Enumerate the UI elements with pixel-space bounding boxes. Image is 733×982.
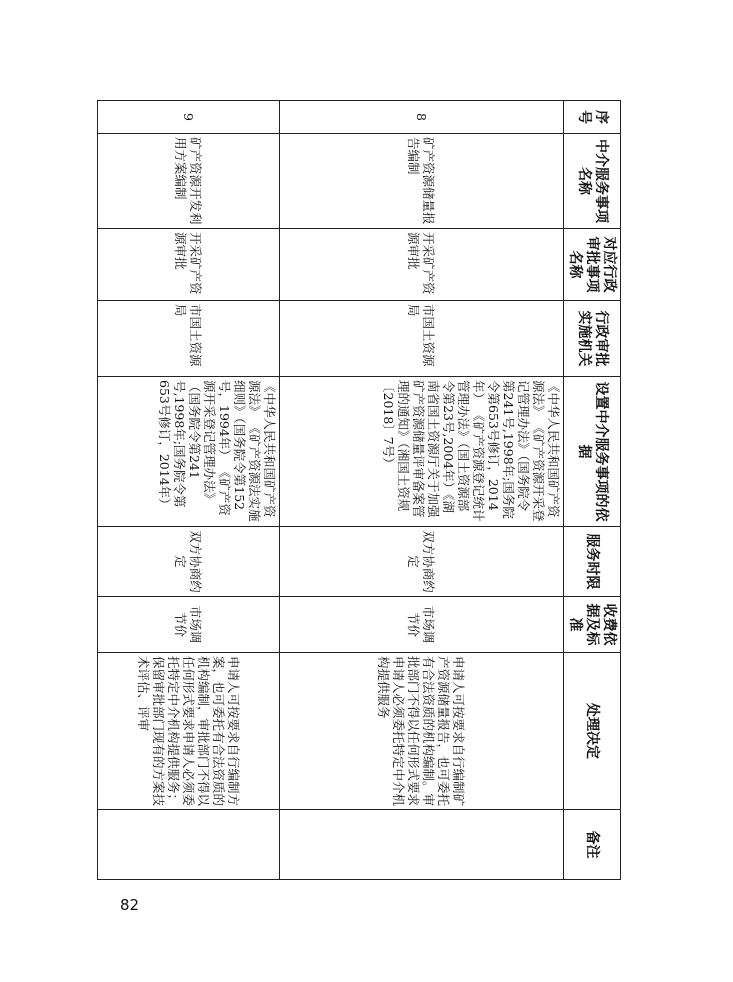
cell-seq: 9 — [98, 101, 280, 134]
cell-approval-item: 开采矿产资源审批 — [280, 229, 564, 301]
cell-fee-basis: 市场调节价 — [98, 597, 280, 653]
header-time-limit: 服务时限 — [564, 527, 621, 597]
cell-decision: 申请人可按要求自行编制方案，也可委托有合法资质的机构编制，审批部门不得以任何形式要求申请人必须委托特定中介机构提供服务；保留审批部门现有的方案技术评估、评审 — [98, 653, 280, 810]
cell-service-name: 矿产资源储量报告编制 — [280, 134, 564, 229]
header-remarks: 备注 — [564, 810, 621, 880]
header-decision: 处理决定 — [564, 653, 621, 810]
cell-time-limit: 双方协商约定 — [98, 527, 280, 597]
cell-approval-item: 开采矿产资源审批 — [98, 229, 280, 301]
table-header-row — [564, 101, 621, 880]
cell-basis: 《中华人民共和国矿产资源法》 《矿产资源开采登记管理办法》（国务院令第241号,1998年;国务院令第653号修订，2014年） 《矿产资源登记统计管理办法》（国土资源部令第23号,2004年）《湖南省国土资源厅关于加强矿产资源储量评审备案管理的通知》（湘国土资规〔2018〕7号） — [280, 377, 564, 527]
cell-remarks — [98, 810, 280, 880]
intermediary-services-table — [97, 100, 621, 880]
cell-seq: 8 — [280, 101, 564, 134]
cell-decision: 申请人可按要求自行编制矿产资源储量报告，也可委托有合法资质的机构编制。审批部门不得以任何形式要求申请人必须委托特定中介机构提供服务 — [280, 653, 564, 810]
page-number: 82 — [120, 896, 140, 914]
header-approval-item: 对应行政审批事项名称 — [564, 229, 621, 301]
table-row — [280, 101, 564, 880]
rotated-table-frame — [98, 100, 621, 879]
header-fee-basis: 收费依据及标准 — [564, 597, 621, 653]
cell-agency: 市国土资源局 — [98, 301, 280, 377]
header-basis: 设置中介服务事项的依据 — [564, 377, 621, 527]
table-row — [98, 101, 280, 880]
cell-service-name: 矿产资源开发利用方案编制 — [98, 134, 280, 229]
cell-basis: 《中华人民共和国矿产资源法》 《矿产资源法实施细则》（国务院令第152号，1994年） 《矿产资源开采登记管理办法》（国务院令第241号,1998年;国务院令第653号修订，2014年） — [98, 377, 280, 527]
cell-agency: 市国土资源局 — [280, 301, 564, 377]
header-seq: 序号 — [564, 101, 621, 134]
cell-remarks — [280, 810, 564, 880]
cell-fee-basis: 市场调节价 — [280, 597, 564, 653]
cell-time-limit: 双方协商约定 — [280, 527, 564, 597]
header-agency: 行政审批实施机关 — [564, 301, 621, 377]
header-service-name: 中介服务事项名称 — [564, 134, 621, 229]
